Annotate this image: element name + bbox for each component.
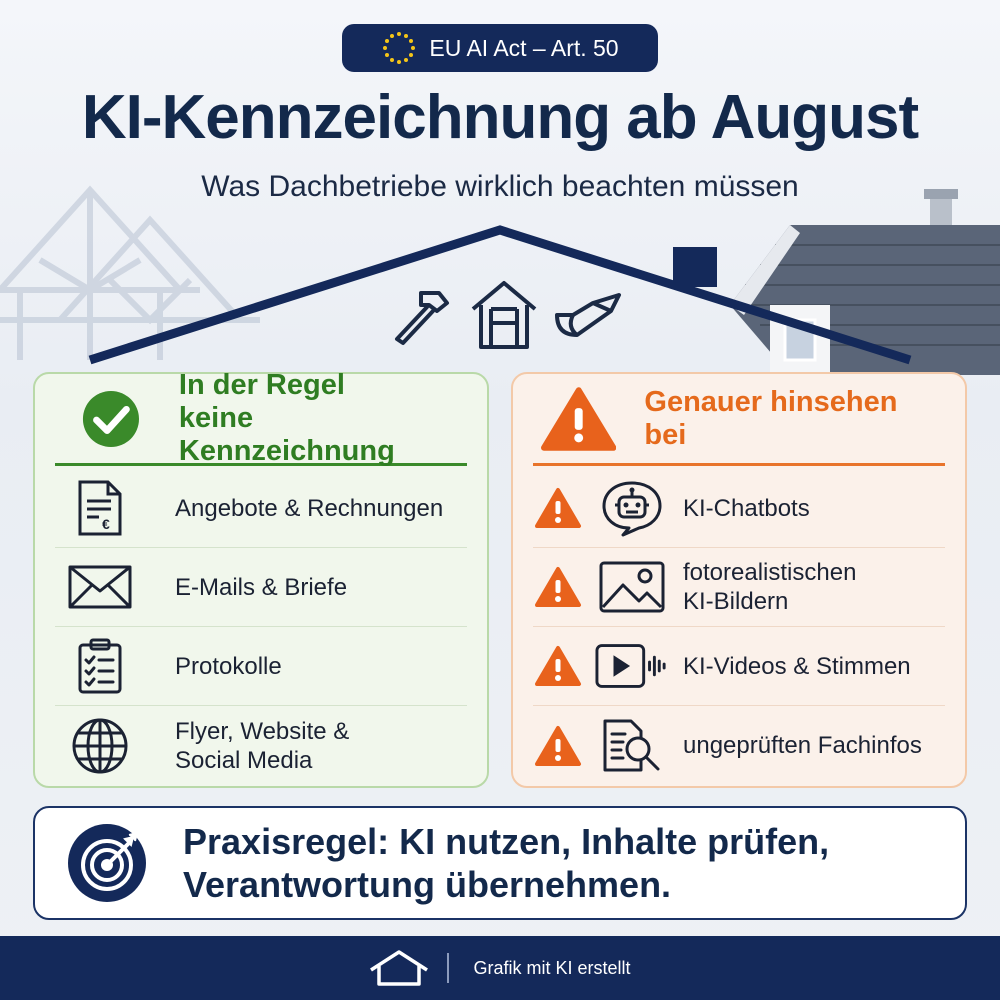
list-item bbox=[533, 469, 945, 548]
warning-icon bbox=[534, 725, 582, 767]
invoice-icon bbox=[77, 479, 123, 537]
list-item-label: KI-Videos & Stimmen bbox=[683, 652, 911, 680]
video-voice-icon bbox=[595, 643, 669, 689]
footer bbox=[0, 936, 1000, 1000]
practice-rule-box bbox=[33, 806, 967, 920]
image-icon bbox=[599, 561, 665, 613]
list-item bbox=[55, 627, 467, 706]
chatbot-icon bbox=[601, 479, 663, 537]
clipboard-checklist-icon bbox=[77, 638, 123, 694]
panel-heading: Genauer hinsehen bei bbox=[644, 385, 898, 451]
no-label-required-panel bbox=[33, 369, 489, 788]
house-outline-icon bbox=[369, 948, 429, 988]
roof-icon-row bbox=[385, 278, 625, 352]
list-item-label: fotorealistischen KI-Bildern bbox=[683, 559, 857, 615]
globe-icon bbox=[71, 717, 129, 775]
list-item-label: E-Mails & Briefe bbox=[175, 573, 348, 601]
warning-icon bbox=[534, 566, 582, 608]
page-subtitle: Was Dachbetriebe wirklich beachten müssen bbox=[201, 170, 799, 203]
list-item bbox=[533, 627, 945, 706]
panel-header bbox=[55, 369, 467, 467]
warning-icon bbox=[541, 386, 616, 452]
document-search-icon bbox=[601, 718, 663, 774]
badge-label: EU AI Act – Art. 50 bbox=[429, 34, 619, 61]
panel-heading: In der Regel keine Kennzeichnung bbox=[178, 369, 395, 467]
list-item-label: Protokolle bbox=[175, 652, 282, 680]
list-item-label: KI-Chatbots bbox=[683, 494, 810, 522]
hammer-icon bbox=[385, 283, 455, 347]
target-icon bbox=[67, 823, 147, 903]
gutter-icon bbox=[553, 285, 625, 345]
look-closer-panel bbox=[511, 372, 967, 788]
practice-rule-text: Praxisregel: KI nutzen, Inhalte prüfen, Verantwortung übernehmen. bbox=[183, 821, 830, 905]
list-item-label: ungeprüften Fachinfos bbox=[683, 732, 922, 759]
footer-credit: Grafik mit KI erstellt bbox=[473, 957, 631, 978]
list-item bbox=[533, 548, 945, 627]
list-item bbox=[55, 469, 467, 548]
warning-icon bbox=[534, 487, 582, 529]
eu-stars-icon bbox=[381, 30, 417, 66]
list-item bbox=[55, 706, 467, 785]
warning-icon bbox=[534, 645, 582, 687]
envelope-icon bbox=[68, 565, 132, 609]
checkmark-icon bbox=[81, 388, 141, 450]
footer-divider bbox=[447, 953, 449, 983]
house-frame-icon bbox=[469, 279, 539, 351]
list-item-label: Angebote & Rechnungen bbox=[175, 494, 444, 522]
eu-ai-act-badge bbox=[342, 24, 658, 72]
list-item bbox=[533, 706, 945, 785]
list-item-label: Flyer, Website & Social Media bbox=[175, 717, 350, 774]
list-item bbox=[55, 548, 467, 627]
svg-text:€: € bbox=[102, 516, 110, 532]
page-title: KI-Kennzeichnung ab August bbox=[81, 83, 919, 152]
panel-header bbox=[533, 374, 945, 466]
